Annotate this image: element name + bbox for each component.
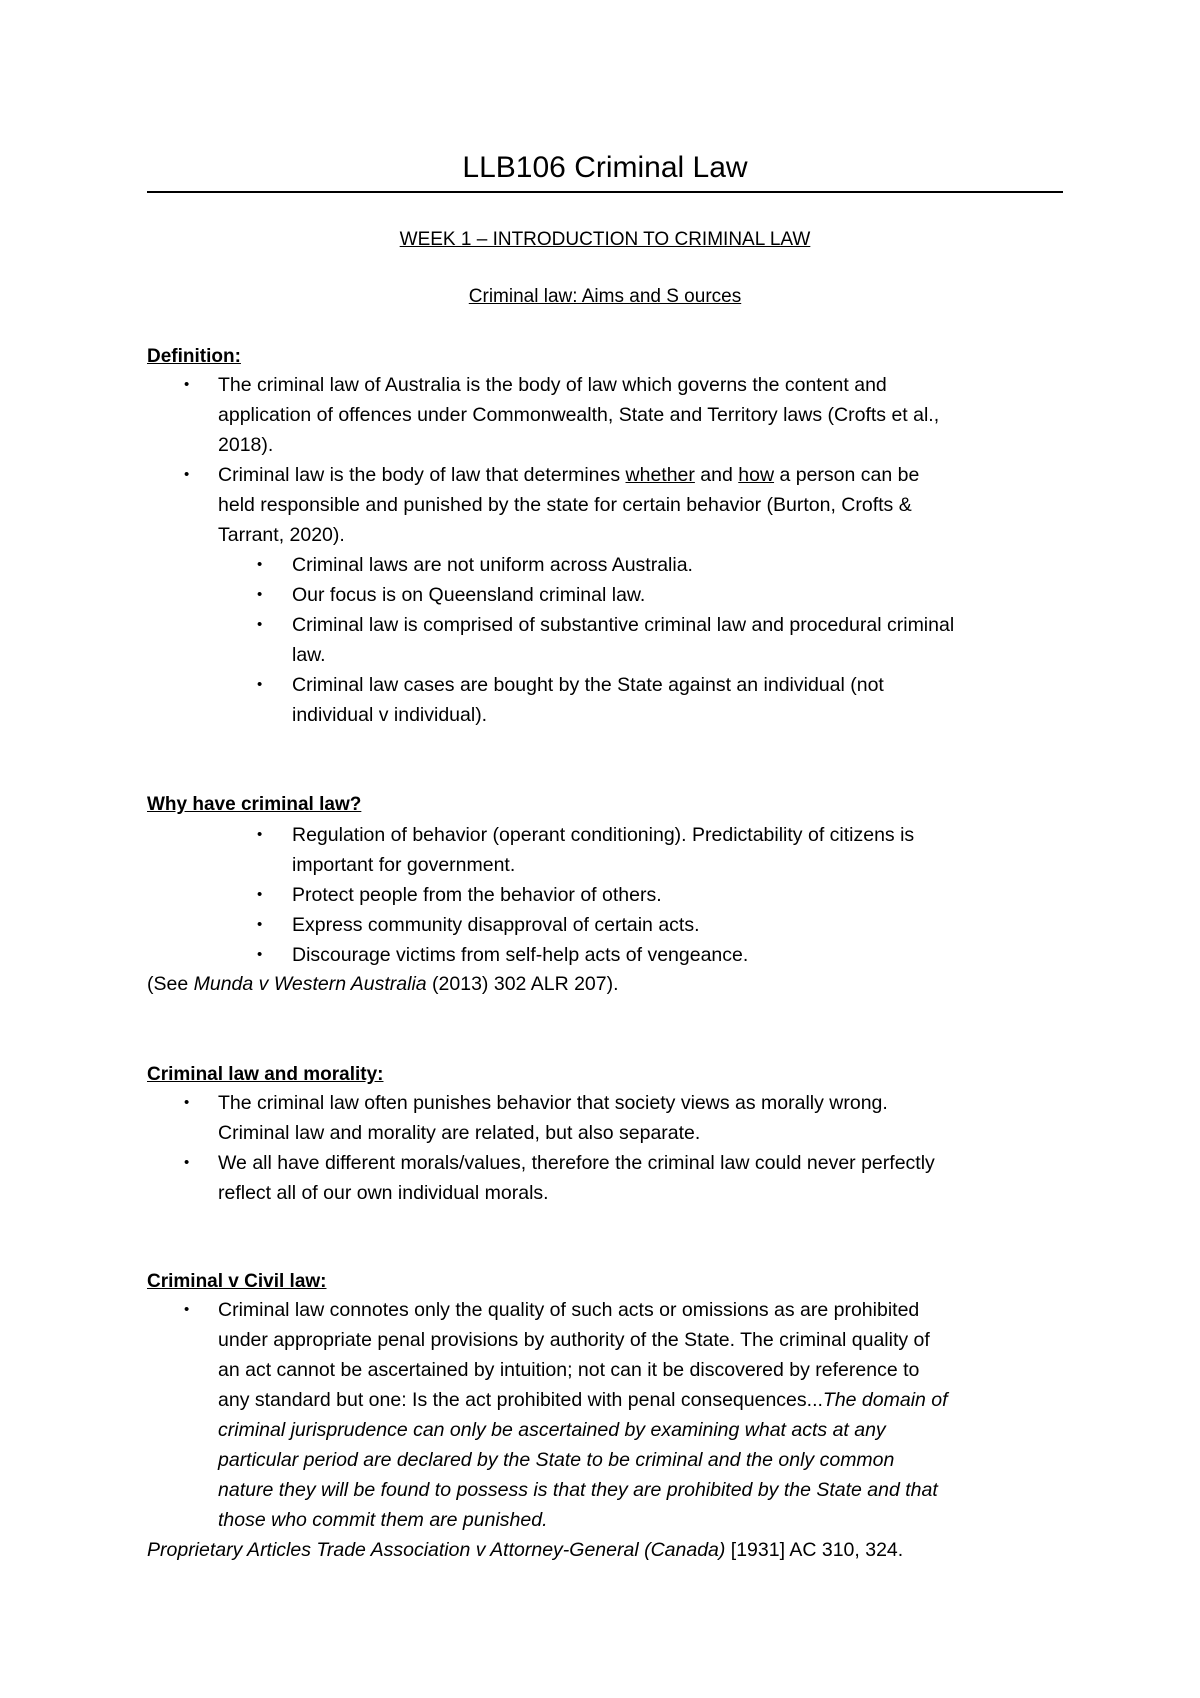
document-title: LLB106 Criminal Law [462,151,748,184]
morality-bullet-2-line-2: reflect all of our own individual morals. [218,1182,549,1204]
morality-bullet-2-line-1: We all have different morals/values, therefore the criminal law could never perfectly [218,1152,935,1174]
bullet-marker: • [257,676,263,693]
definition-heading: Definition: [147,346,241,367]
definition-sub-bullet-4-line-1: Criminal law cases are bought by the State against an individual (not [292,674,884,696]
why-heading: Why have criminal law? [147,794,362,815]
definition-bullet-1-line-3: 2018). [218,434,274,456]
bullet-marker: • [184,466,190,483]
week-heading: WEEK 1 – INTRODUCTION TO CRIMINAL LAW [399,229,811,250]
underlined-word-how: how [738,464,775,486]
definition-bullet-1-line-2: application of offences under Commonwealth, State and Territory laws (Crofts et al., [218,404,940,426]
italic-run: The domain of [822,1389,948,1411]
bullet-marker: • [184,1154,190,1171]
civil-quote-line-7: nature they will be found to possess is that they are prohibited by the State and that [218,1479,938,1501]
bullet-marker: • [184,376,190,393]
text-run: and [694,464,739,486]
why-citation [147,969,619,999]
bullet-marker: • [257,826,263,843]
civil-quote-line-1: Criminal law connotes only the quality of such acts or omissions as are prohibited [218,1299,920,1321]
civil-quote-line-8: those who commit them are punished. [218,1509,548,1531]
morality-bullet-1-line-1: The criminal law often punishes behavior that society views as morally wrong. [218,1092,888,1114]
civil-quote-line-3: an act cannot be ascertained by intuition; not can it be discovered by reference to [218,1359,920,1381]
text-run: any standard but one: Is the act prohibited with penal consequences... [218,1389,823,1411]
definition-bullet-1-line-1: The criminal law of Australia is the body of law which governs the content and [218,374,887,396]
text-run: [1931] AC 310, 324. [725,1539,904,1561]
definition-bullet-2-line-3: Tarrant, 2020). [218,524,345,546]
bullet-marker: • [257,556,263,573]
title-underline-rule [147,191,1063,193]
why-bullet-4: Discourage victims from self-help acts of vengeance. [292,944,749,966]
why-bullet-1-line-2: important for government. [292,854,516,876]
civil-quote-line-4 [218,1385,948,1415]
text-run: (See [147,973,194,995]
why-bullet-1-line-1: Regulation of behavior (operant conditioning). Predictability of citizens is [292,824,915,846]
definition-sub-bullet-3-line-1: Criminal law is comprised of substantive criminal law and procedural criminal [292,614,955,636]
text-run: Criminal law is the body of law that determines [218,464,626,486]
text-run: a person can be [774,464,920,486]
case-name: Munda v Western Australia [193,973,427,995]
text-run: (2013) 302 ALR 207). [426,973,619,995]
definition-sub-bullet-2: Our focus is on Queensland criminal law. [292,584,646,606]
bullet-marker: • [257,946,263,963]
definition-sub-bullet-4-line-2: individual v individual). [292,704,488,726]
definition-bullet-2-line-1 [218,460,919,490]
bullet-marker: • [257,886,263,903]
section-subtitle: Criminal law: Aims and S ources [468,286,742,307]
morality-bullet-1-line-2: Criminal law and morality are related, but also separate. [218,1122,701,1144]
definition-bullet-2-line-2: held responsible and punished by the state for certain behavior (Burton, Crofts & [218,494,912,516]
case-name: Proprietary Articles Trade Association v Attorney-General (Canada) [147,1539,726,1561]
underlined-word-whether: whether [625,464,695,486]
bullet-marker: • [257,916,263,933]
bullet-marker: • [257,616,263,633]
civil-quote-line-5: criminal jurisprudence can only be ascertained by examining what acts at any [218,1419,886,1441]
civil-heading: Criminal v Civil law: [147,1271,327,1292]
why-bullet-3: Express community disapproval of certain acts. [292,914,700,936]
civil-citation [147,1535,903,1565]
civil-quote-line-6: particular period are declared by the State to be criminal and the only common [218,1449,895,1471]
why-bullet-2: Protect people from the behavior of others. [292,884,662,906]
bullet-marker: • [184,1301,190,1318]
definition-sub-bullet-1: Criminal laws are not uniform across Australia. [292,554,693,576]
civil-quote-line-2: under appropriate penal provisions by authority of the State. The criminal quality of [218,1329,930,1351]
morality-heading: Criminal law and morality: [147,1064,384,1085]
definition-sub-bullet-3-line-2: law. [292,644,326,666]
bullet-marker: • [184,1094,190,1111]
bullet-marker: • [257,586,263,603]
